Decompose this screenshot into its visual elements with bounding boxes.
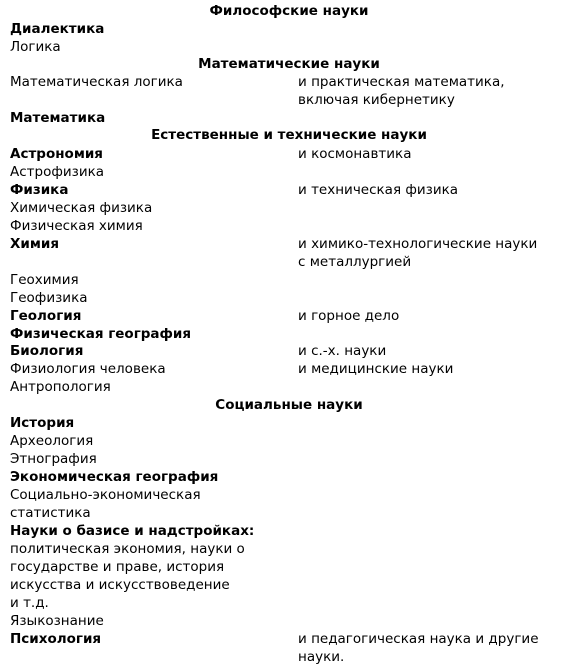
note-human-physiology: и медицинские науки xyxy=(298,361,454,377)
item-astrophysics: Астрофизика xyxy=(10,164,105,180)
item-human-physiology: Физиология человека xyxy=(10,361,166,377)
heading-social: Социальные науки xyxy=(215,397,363,413)
item-anthropology: Антропология xyxy=(10,379,111,395)
item-biology: Биология xyxy=(10,343,84,359)
item-psychology: Психология xyxy=(10,631,102,647)
item-base-superstructure-line-3: искусства и искусствоведение xyxy=(10,577,230,593)
item-physics: Физика xyxy=(10,182,69,198)
item-phys-geography: Физическая география xyxy=(10,326,192,342)
item-geophysics: Геофизика xyxy=(10,290,88,306)
note-geology: и горное дело xyxy=(298,308,400,324)
item-chemistry: Химия xyxy=(10,236,60,252)
note-physics: и техническая физика xyxy=(298,182,459,198)
item-socio-econ-line-2: статистика xyxy=(10,505,91,521)
item-socio-econ-line-1: Социально-экономическая xyxy=(10,487,201,503)
item-econ-geography: Экономическая география xyxy=(10,469,219,485)
item-dialectics: Диалектика xyxy=(10,21,105,37)
item-geochemistry: Геохимия xyxy=(10,272,79,288)
item-phys-chemistry: Физическая химия xyxy=(10,218,143,234)
item-math-logic: Математическая логика xyxy=(10,74,183,90)
item-base-superstructure: Науки о базисе и надстройках: xyxy=(10,523,255,539)
note-psychology-1: и педагогическая наука и другие xyxy=(298,631,539,647)
item-chem-physics: Химическая физика xyxy=(10,200,153,216)
note-math-logic-1: и практическая математика, xyxy=(298,74,505,90)
note-biology: и с.-х. науки xyxy=(298,343,387,359)
note-math-logic-2: включая кибернетику xyxy=(298,92,455,108)
heading-philosophy: Философские науки xyxy=(209,3,369,19)
note-astronomy: и космонавтика xyxy=(298,146,412,162)
note-chemistry-1: и химико-технологические науки xyxy=(298,236,538,252)
item-geology: Геология xyxy=(10,308,82,324)
item-base-superstructure-line-2: государстве и праве, история xyxy=(10,559,225,575)
item-history: История xyxy=(10,415,75,431)
item-mathematics: Математика xyxy=(10,110,106,126)
item-logic: Логика xyxy=(10,39,61,55)
heading-mathematical: Математические науки xyxy=(198,56,380,72)
item-archaeology: Археология xyxy=(10,433,94,449)
item-astronomy: Астрономия xyxy=(10,146,103,162)
note-psychology-2: науки. xyxy=(298,649,345,665)
item-base-superstructure-line-1: политическая экономия, науки о xyxy=(10,541,245,557)
item-ethnography: Этнография xyxy=(10,451,97,467)
note-chemistry-2: с металлургией xyxy=(298,254,412,270)
item-linguistics: Языкознание xyxy=(10,613,104,629)
item-base-superstructure-line-4: и т.д. xyxy=(10,595,49,611)
heading-natural: Естественные и технические науки xyxy=(151,127,427,143)
